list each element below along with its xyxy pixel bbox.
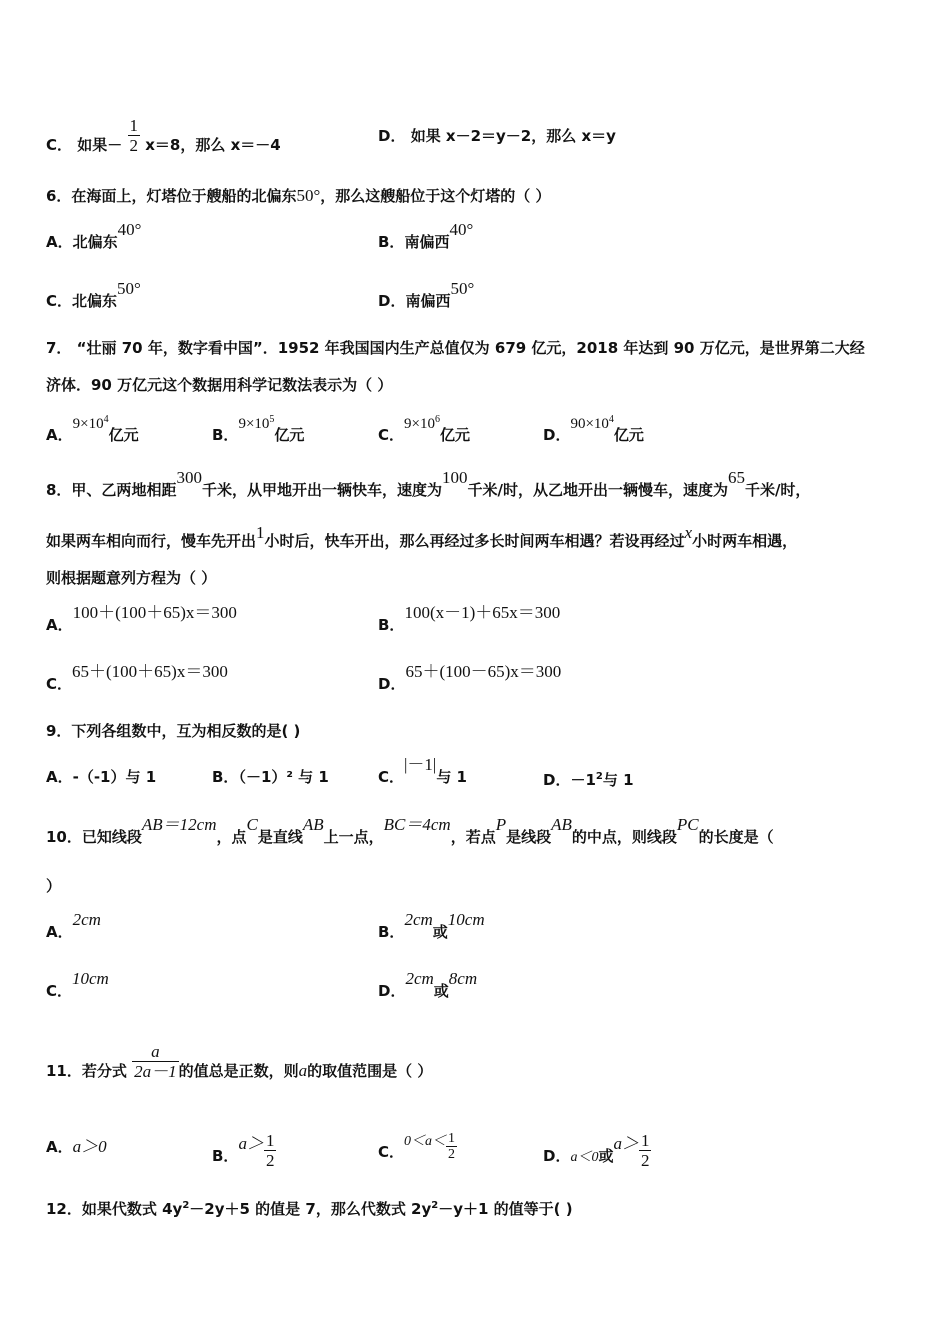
math: 50° xyxy=(450,279,475,298)
q10-option-d: D．2cm或8cm xyxy=(378,969,478,1000)
math: 100＋(100＋65)x＝300 xyxy=(72,603,237,622)
q6-option-d: D．南偏西50° xyxy=(378,279,475,310)
option-text: x＝8，那么 x＝－4 xyxy=(145,136,281,154)
q6-stem: 6．在海面上，灯塔位于艘船的北偏东50°，那么这艘船位于这个灯塔的（ ） xyxy=(46,186,551,205)
math: a＞ xyxy=(613,1134,639,1153)
math: 100(x－1)＋65x＝300 xyxy=(404,603,561,622)
math: $9\times 10^4$ xyxy=(72,414,109,432)
math: PC xyxy=(676,815,699,834)
q10-option-a: A．2cm xyxy=(46,910,101,941)
q6-option-b: B．南偏西40° xyxy=(378,220,474,251)
math: AB＝12cm xyxy=(141,815,217,834)
q10-stem: 10．已知线段AB＝12cm，点C是直线AB上一点，BC＝4cm，若点P是线段AB的中点，则线段PC的长度是（ xyxy=(46,815,774,846)
q7-option-a: A．$9\times 10^4$亿元 xyxy=(46,414,139,444)
math: x xyxy=(684,523,693,542)
q11-stem: 11．若分式 $\frac{a}{2a-1}$ 的值总是正数，则a的取值范围是（ ） xyxy=(46,1042,433,1081)
q8-option-d: D．65＋(100－65)x＝300 xyxy=(378,662,562,693)
math: a＞0 xyxy=(72,1137,107,1156)
q10-option-b: B．2cm或10cm xyxy=(378,910,485,941)
q7-stem-line1: 7． “壮丽 70 年，数字看中国”．1952 年我国国内生产总值仅为 679 亿元，2018 年达到 90 万亿元，是世界第二大经 xyxy=(46,339,865,357)
q8-stem-line3: 则根据题意列方程为（ ） xyxy=(46,569,217,587)
math: 2cm xyxy=(72,910,101,929)
math: $9\times 10^6$ xyxy=(404,414,440,432)
q8-option-a: A．100＋(100＋65)x＝300 xyxy=(46,603,237,634)
q8-stem-line2: 如果两车相向而行，慢车先开出1小时后，快车开出，那么再经过多长时间两车相遇？若设再经过x小时两车相遇， xyxy=(46,523,798,550)
math: $9\times 10^5$ xyxy=(238,414,275,432)
q11-option-b: B．a＞ $\frac{1}{2}$ xyxy=(212,1131,275,1170)
math: 10cm xyxy=(447,910,485,929)
math: 50° xyxy=(117,279,141,298)
math: 100 xyxy=(441,468,468,487)
option-text: 如果 x－2＝y－2，那么 x＝y xyxy=(410,127,616,145)
fraction: $\frac{1}{2}$ xyxy=(129,116,138,155)
option-label: D． xyxy=(378,127,406,145)
math: 1 xyxy=(256,523,265,542)
q11-option-a: A．a＞0 xyxy=(46,1137,107,1156)
q7-option-b: B．$9\times 10^5$亿元 xyxy=(212,414,305,444)
q10-option-c: C．10cm xyxy=(46,969,109,1000)
math: BC＝4cm xyxy=(383,815,451,834)
q9-option-b: B．（－1）² 与 1 xyxy=(212,768,329,786)
math: 0＜a＜ xyxy=(404,1134,447,1149)
math: 2cm xyxy=(404,910,433,929)
q7-stem-line2: 济体．90 万亿元这个数据用科学记数法表示为（ ） xyxy=(46,376,393,394)
q10-stem-close: ） xyxy=(46,877,62,895)
q8-option-b: B．100(x－1)＋65x＝300 xyxy=(378,603,561,634)
math: 8cm xyxy=(448,969,478,988)
q7-option-d: D．$90\times 10^4$亿元 xyxy=(543,414,644,444)
math: 300 xyxy=(176,468,202,487)
q5-option-c xyxy=(46,116,281,165)
q11-option-d: D．a＜0或a＞ $\frac{1}{2}$ xyxy=(543,1131,650,1170)
math: $90\times 10^4$ xyxy=(570,414,614,432)
math: a xyxy=(298,1061,308,1080)
q8-stem-line1: 8．甲、乙两地相距300千米，从甲地开出一辆快车，速度为100千米/时，从乙地开出一辆慢车，速度为65千米/时， xyxy=(46,468,811,499)
math: 10cm xyxy=(72,969,109,988)
math: 2cm xyxy=(405,969,434,988)
q9-option-a: A．-（-1）与 1 xyxy=(46,768,157,786)
math: C xyxy=(246,815,258,834)
q9-stem: 9．下列各组数中，互为相反数的是( ) xyxy=(46,722,301,740)
q8-option-c: C．65＋(100＋65)x＝300 xyxy=(46,662,228,693)
option-text: 如果－ xyxy=(77,136,123,154)
math: AB xyxy=(302,815,324,834)
math: 40° xyxy=(117,220,142,239)
q7-option-c: C．$9\times 10^6$亿元 xyxy=(378,414,470,444)
q9-option-c: C．|－1|与 1 xyxy=(378,755,467,786)
q6-option-a: A．北偏东40° xyxy=(46,220,142,251)
q12-stem: 12．如果代数式 $4y^2-2y+5$ 的值是 7，那么代数式 $2y^2-y+1$ 的值等于( ) xyxy=(46,1200,573,1218)
math: 65＋(100＋65)x＝300 xyxy=(72,662,228,681)
math: 65 xyxy=(727,468,745,487)
math: 50° xyxy=(296,186,321,205)
q5-option-d xyxy=(378,126,616,146)
math: AB xyxy=(551,815,572,834)
math: a＜0 xyxy=(570,1150,599,1165)
math: P xyxy=(495,815,507,834)
math: 65＋(100－65)x＝300 xyxy=(405,662,562,681)
fraction: $\frac{a}{2a-1}$ xyxy=(134,1042,177,1081)
fraction: $\frac{1}{2}$ xyxy=(640,1131,650,1170)
fraction: $\frac{1}{2}$ xyxy=(265,1131,275,1170)
option-label: C． xyxy=(46,136,73,154)
q11-option-c: C．0＜a＜ $\frac{1}{2}$ xyxy=(378,1131,456,1162)
math: 40° xyxy=(449,220,474,239)
fraction: $\frac{1}{2}$ xyxy=(448,1131,456,1162)
q6-option-c: C．北偏东50° xyxy=(46,279,141,310)
q9-option-d: D．$-1^2$与 1 xyxy=(543,771,634,789)
math: a＞ xyxy=(238,1134,264,1153)
math: |－1| xyxy=(404,755,437,774)
